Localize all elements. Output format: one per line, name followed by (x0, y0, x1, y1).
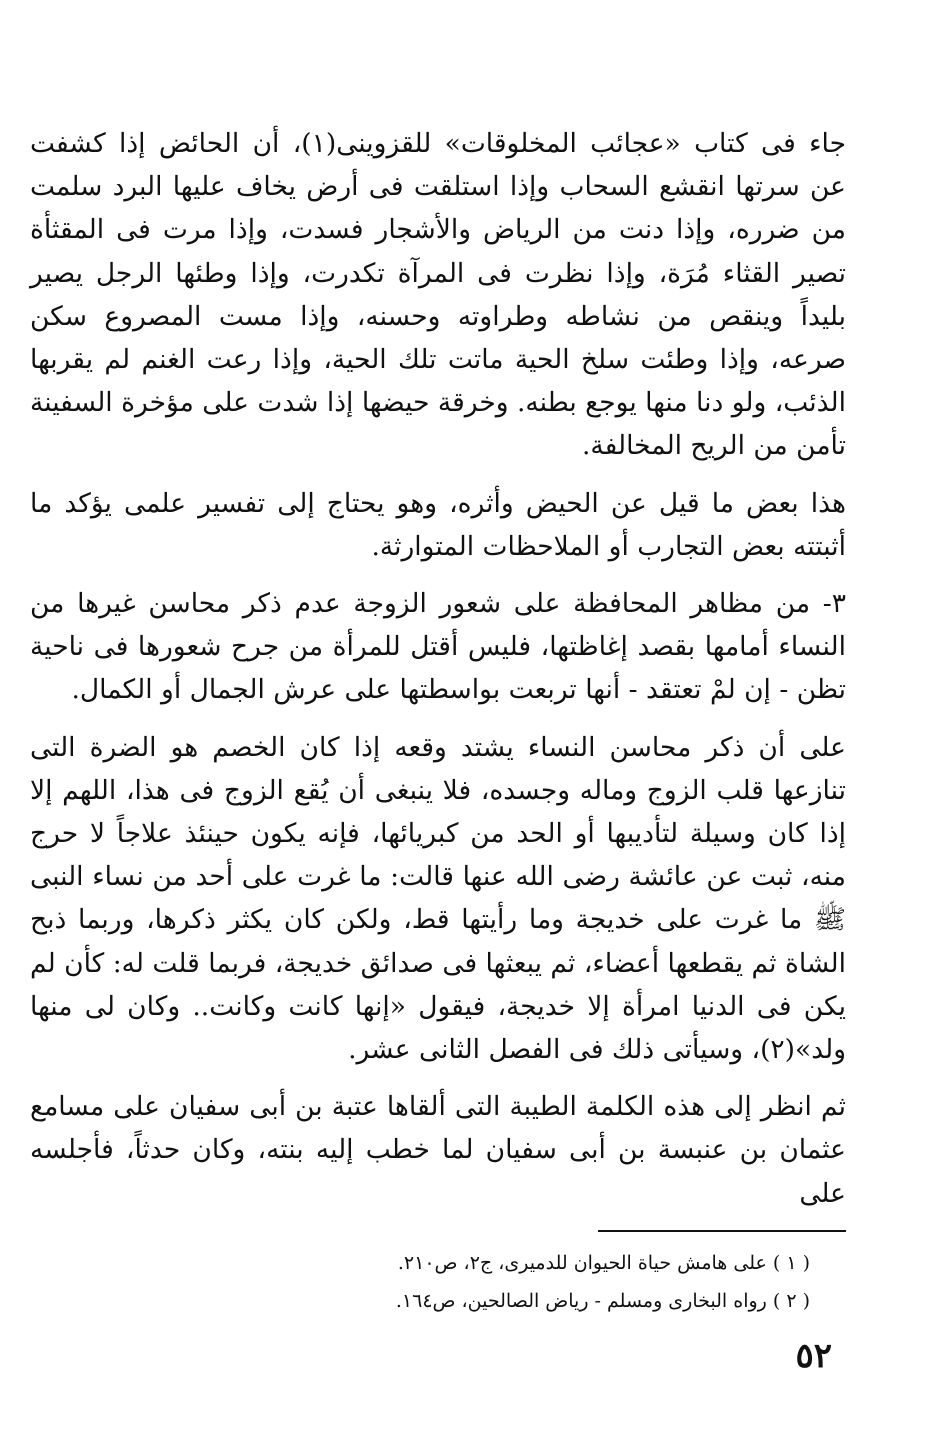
paragraph-4: على أن ذكر محاسن النساء يشتد وقعه إذا كان الخصم هو الضرة التى تنازعها قلب الزوج وماله وجسده، فلا ينبغى أن يُقع الزوج فى هذا، اللهم إلا إذا كان وسيلة لتأديبها أو الحد من كبريائها، فإنه يكون حينئذ علاجاً لا حرج منه، ثبت عن عائشة رضى الله عنها قالت: ما غرت على أحد من نساء النبى ﷺ ما غرت على خديجة وما رأيتها قط، ولكن كان يكثر ذكرها، وربما ذبح الشاة ثم يقطعها أعضاء، ثم يبعثها فى صدائق خديجة، فربما قلت له: كأن لم يكن فى الدنيا امرأة إلا خديجة، فيقول «إنها كانت وكانت.. وكان لى منها ولد»(٢)، وسيأتى ذلك فى الفصل الثانى عشر. (30, 731, 846, 1066)
footnote-divider (598, 1230, 846, 1232)
page-number: ٥٢ (795, 1336, 832, 1376)
paragraph-5: ثم انظر إلى هذه الكلمة الطيبة التى ألقاها عتبة بن أبى سفيان على مسامع عثمان بن عنبسة بن أبى سفيان لما خطب إليه بنته، وكان حدثاً، فأجلسه على (30, 1091, 846, 1209)
paragraph-1: جاء فى كتاب «عجائب المخلوقات» للقزوينى(١)، أن الحائض إذا كشفت عن سرتها انقشع السحاب وإذا استلقت فى أرض يخاف عليها البرد سلمت من ضرره، وإذا دنت من الرياض والأشجار فسدت، وإذا مرت فى المقثأة تصير القثاء مُرَة، وإذا نظرت فى المرآة تكدرت، وإذا وطئها الرجل يصير بليداً وينقص من نشاطه وطراوته وحسنه، وإذا مست المصروع سكن صرعه، وإذا وطئت سلخ الحية ماتت تلك الحية، وإذا رعت الغنم لم يقربها الذئب، ولو دنا منها يوجع بطنه. وخرقة حيضها إذا شدت على مؤخرة السفينة تأمن من الريح المخالفة. (29, 128, 847, 462)
footnote-2: ( ٢ ) رواه البخارى ومسلم - رياض الصالحين، ص١٦٤. (395, 1290, 810, 1312)
paragraph-3: ٣- من مظاهر المحافظة على شعور الزوجة عدم ذكر محاسن غيرها من النساء أمامها بقصد إغاظتها، فليس أقتل للمرأة من جرح شعورها فى ناحية تظن - إن لمْ تعتقد - أنها تربعت بواسطتها على عرش الجمال أو الكمال. (30, 588, 846, 706)
footnote-1: ( ١ ) على هامش حياة الحيوان للدميرى، ج٢، ص٢١٠. (397, 1252, 810, 1274)
footnotes (110, 1244, 810, 1320)
main-text (30, 122, 846, 1215)
paragraph-2: هذا بعض ما قيل عن الحيض وأثره، وهو يحتاج إلى تفسير علمى يؤكد ما أثبتته بعض التجارب أو الملاحظات المتوارثة. (30, 487, 846, 562)
